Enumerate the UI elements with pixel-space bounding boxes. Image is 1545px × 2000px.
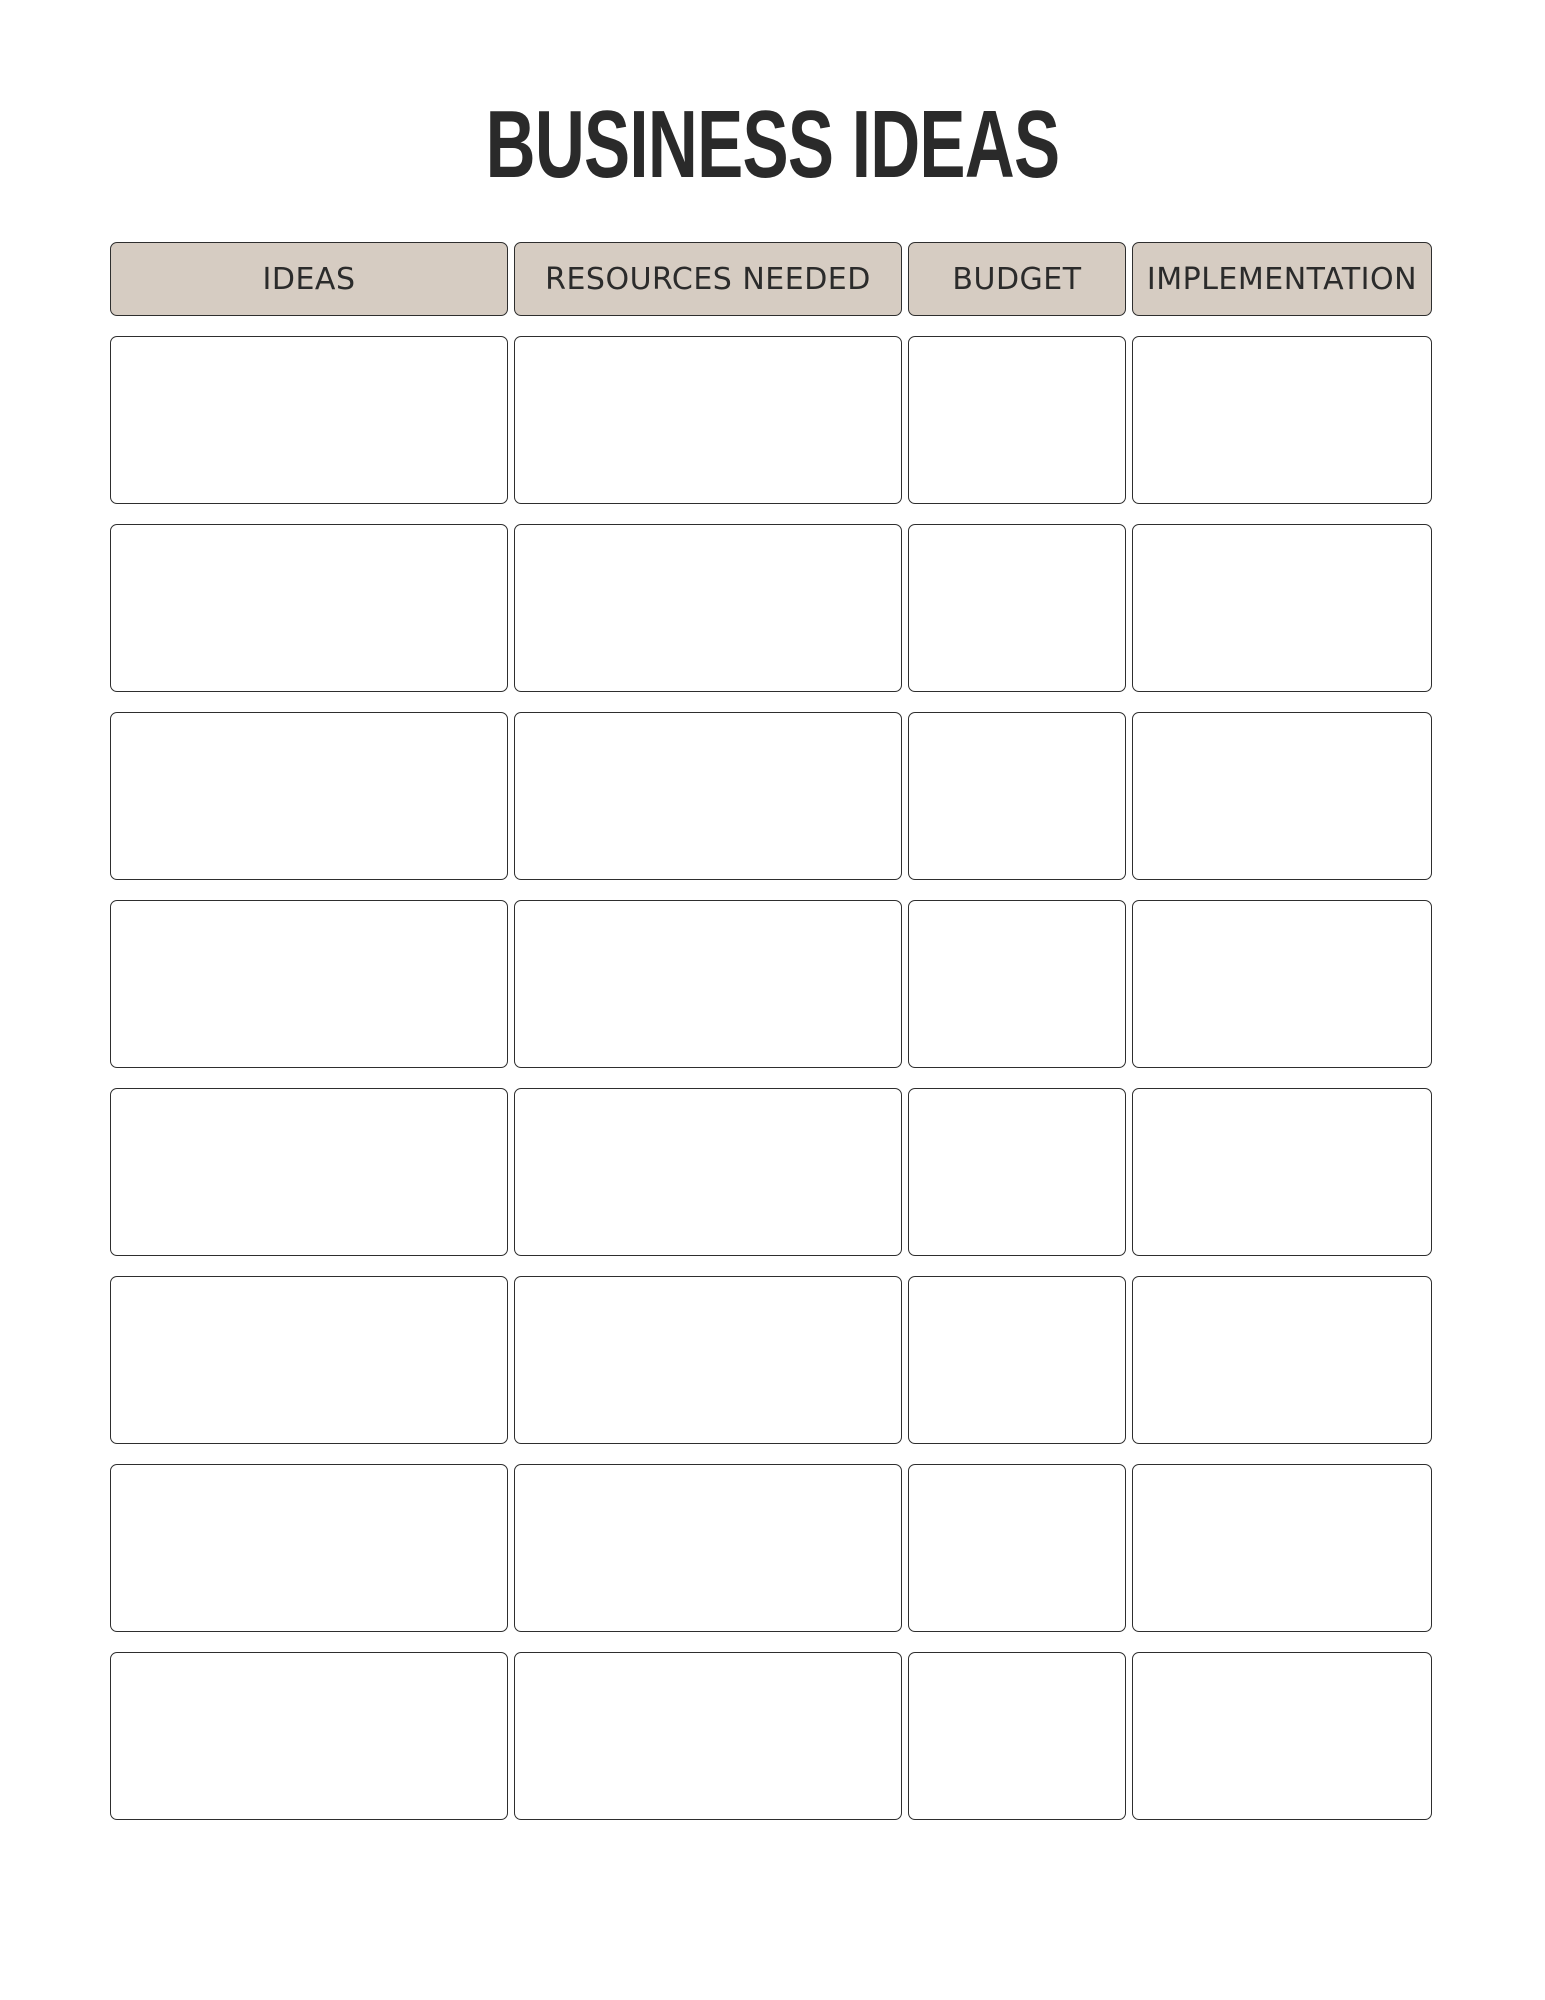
table-row (110, 900, 1432, 1068)
cell-implementation[interactable] (1132, 524, 1432, 692)
page-title: BUSINESS IDEAS (485, 91, 1060, 198)
cell-ideas[interactable] (110, 900, 508, 1068)
cell-resources-needed[interactable] (514, 524, 902, 692)
table-body (110, 336, 1432, 1820)
cell-budget[interactable] (908, 1088, 1126, 1256)
cell-budget[interactable] (908, 712, 1126, 880)
cell-ideas[interactable] (110, 1088, 508, 1256)
table-row (110, 1088, 1432, 1256)
table-row (110, 712, 1432, 880)
column-header-ideas: IDEAS (110, 242, 508, 316)
cell-implementation[interactable] (1132, 900, 1432, 1068)
cell-resources-needed[interactable] (514, 900, 902, 1068)
column-header-budget: BUDGET (908, 242, 1126, 316)
cell-implementation[interactable] (1132, 1464, 1432, 1632)
cell-budget[interactable] (908, 900, 1126, 1068)
cell-implementation[interactable] (1132, 1088, 1432, 1256)
cell-ideas[interactable] (110, 1276, 508, 1444)
cell-resources-needed[interactable] (514, 1088, 902, 1256)
table-row (110, 1276, 1432, 1444)
cell-budget[interactable] (908, 524, 1126, 692)
cell-budget[interactable] (908, 1464, 1126, 1632)
cell-resources-needed[interactable] (514, 712, 902, 880)
cell-budget[interactable] (908, 336, 1126, 504)
table-row (110, 336, 1432, 504)
cell-ideas[interactable] (110, 524, 508, 692)
cell-implementation[interactable] (1132, 712, 1432, 880)
cell-ideas[interactable] (110, 336, 508, 504)
cell-implementation[interactable] (1132, 1652, 1432, 1820)
table-row (110, 1464, 1432, 1632)
cell-resources-needed[interactable] (514, 1652, 902, 1820)
table-header-row (110, 242, 1432, 316)
business-ideas-table (110, 242, 1432, 1840)
cell-resources-needed[interactable] (514, 1276, 902, 1444)
table-row (110, 1652, 1432, 1820)
cell-ideas[interactable] (110, 712, 508, 880)
cell-resources-needed[interactable] (514, 336, 902, 504)
column-header-resources-needed: RESOURCES NEEDED (514, 242, 902, 316)
cell-budget[interactable] (908, 1652, 1126, 1820)
cell-implementation[interactable] (1132, 336, 1432, 504)
cell-ideas[interactable] (110, 1652, 508, 1820)
cell-resources-needed[interactable] (514, 1464, 902, 1632)
column-header-implementation: IMPLEMENTATION (1132, 242, 1432, 316)
cell-budget[interactable] (908, 1276, 1126, 1444)
cell-implementation[interactable] (1132, 1276, 1432, 1444)
cell-ideas[interactable] (110, 1464, 508, 1632)
table-row (110, 524, 1432, 692)
